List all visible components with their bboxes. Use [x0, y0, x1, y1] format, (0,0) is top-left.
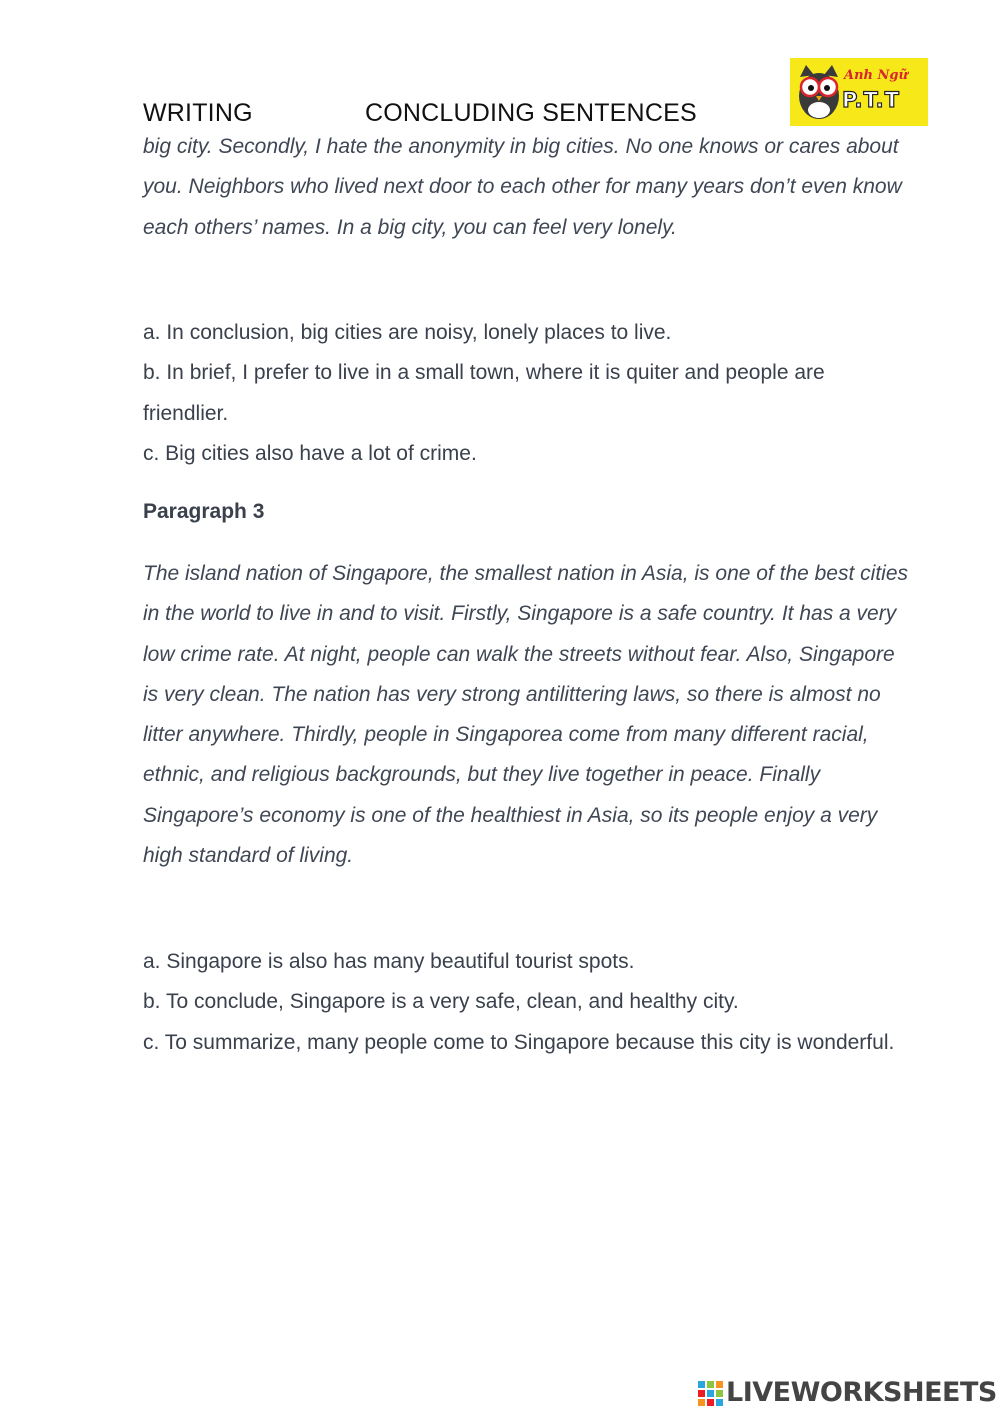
- paragraph-2-text: big city. Secondly, I hate the anonymity in big cities. No one knows or cares about you. Neighbors who lived next door to each other for many years don’t even know each others’ names. In a big city, you can feel very lonely.: [143, 135, 902, 239]
- option-a: a. In conclusion, big cities are noisy, lonely places to live.: [143, 321, 672, 344]
- option-b: b. In brief, I prefer to live in a small town, where it is quiter and people are friendlier.: [143, 361, 825, 425]
- liveworksheets-text: LIVEWORKSHEETS: [726, 1377, 997, 1408]
- paragraph-2-options: [143, 313, 913, 474]
- paragraph-3-heading: Paragraph 3: [143, 500, 265, 523]
- header-concluding-sentences: CONCLUDING SENTENCES: [365, 99, 697, 127]
- logo-brand-text: Anh Ngữ: [844, 68, 908, 83]
- option-c: c. To summarize, many people come to Singapore because this city is wonderful.: [143, 1030, 895, 1054]
- header-writing: WRITING: [143, 99, 253, 127]
- paragraph-3-options: [143, 942, 913, 1063]
- option-a: a. Singapore is also has many beautiful tourist spots.: [143, 950, 635, 973]
- option-c: c. Big cities also have a lot of crime.: [143, 441, 477, 465]
- ptt-logo: [790, 58, 928, 126]
- logo-ptt-text: P.T.T: [842, 88, 900, 112]
- liveworksheets-logo-icon: [698, 1381, 724, 1407]
- option-b: b. To conclude, Singapore is a very safe, clean, and healthy city.: [143, 990, 739, 1014]
- page-header: [143, 99, 697, 128]
- paragraph-3-text: The island nation of Singapore, the smallest nation in Asia, is one of the best cities in the world to live in and to visit. Firstly, Singapore is a safe country. It has a very low crime rate. At night, people can walk the streets without fear. Also, Singapore is very clean. The nation has very strong antilittering laws, so there is almost no litter anywhere. Thirdly, people in Singaporea come from many different racial, ethnic, and religious backgrounds, but they live together in peace. Finally Singapore’s economy is one of the healthiest in Asia, so its people enjoy a very high standard of living.: [143, 562, 909, 868]
- owl-icon: [794, 63, 844, 121]
